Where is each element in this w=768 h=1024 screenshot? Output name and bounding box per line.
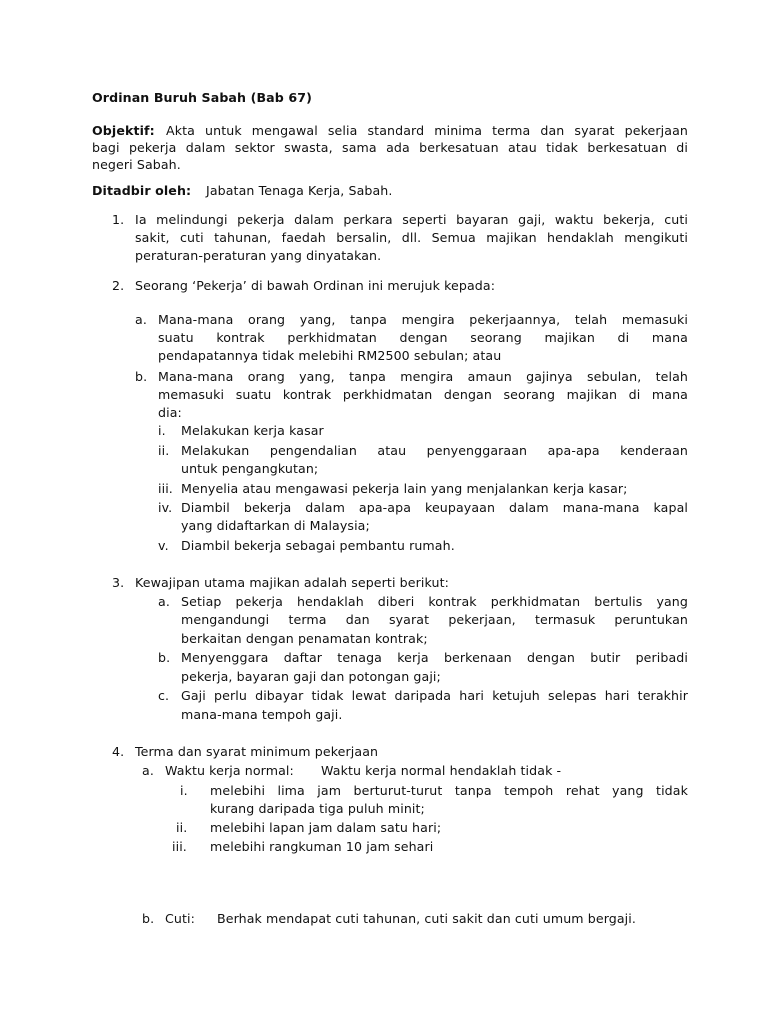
- item-1-line-1: Ia melindungi pekerja dalam perkara seperti bayaran gaji, waktu bekerja, cuti: [135, 212, 688, 227]
- item-2b-line-2: memasuki suatu kontrak perkhidmatan dengan seorang majikan di mana: [158, 387, 688, 402]
- item-4b-marker: b.: [142, 911, 155, 926]
- item-2b-ii-line-2: untuk pengangkutan;: [181, 461, 319, 476]
- item-4-number: 4.: [112, 744, 125, 759]
- item-4a-ii-line-1: melebihi lapan jam dalam satu hari;: [210, 820, 442, 835]
- item-4a-label: Waktu kerja normal:: [165, 763, 294, 778]
- item-3a-marker: a.: [158, 594, 170, 609]
- item-2b-line-3: dia:: [158, 405, 182, 420]
- item-4b-label: Cuti:: [165, 911, 195, 926]
- objektif-label: Objektif:: [92, 123, 155, 138]
- item-4a-iii-line-1: melebihi rangkuman 10 jam sehari: [210, 839, 434, 854]
- item-2b-i-marker: i.: [158, 423, 166, 438]
- item-2-number: 2.: [112, 278, 125, 293]
- item-3b-line-2: pekerja, bayaran gaji dan potongan gaji;: [181, 669, 441, 684]
- item-4a-i-line-2: kurang daripada tiga puluh minit;: [210, 801, 425, 816]
- item-2b-v-marker: v.: [158, 538, 169, 553]
- ditadbir-text: Jabatan Tenaga Kerja, Sabah.: [206, 183, 393, 198]
- item-2a-line-1: Mana-mana orang yang, tanpa mengira pekerjaannya, telah memasuki: [158, 312, 688, 327]
- item-4a-iii-marker: iii.: [172, 839, 187, 854]
- item-3b-line-1: Menyenggara daftar tenaga kerja berkenaan dengan butir peribadi: [181, 650, 688, 665]
- item-2b-marker: b.: [135, 369, 148, 384]
- item-2b-ii-marker: ii.: [158, 443, 170, 458]
- item-4a-text: Waktu kerja normal hendaklah tidak -: [321, 763, 562, 778]
- item-3a-line-2: mengandungi terma dan syarat pekerjaan, termasuk peruntukan: [181, 612, 688, 627]
- item-2-line-1: Seorang ‘Pekerja’ di bawah Ordinan ini merujuk kepada:: [135, 278, 496, 293]
- item-2b-iii-marker: iii.: [158, 481, 173, 496]
- item-3-line-1: Kewajipan utama majikan adalah seperti berikut:: [135, 575, 449, 590]
- item-2b-line-1: Mana-mana orang yang, tanpa mengira amaun gajinya sebulan, telah: [158, 369, 688, 384]
- ditadbir-label: Ditadbir oleh:: [92, 183, 192, 198]
- item-3c-line-2: mana-mana tempoh gaji.: [181, 707, 343, 722]
- item-3-number: 3.: [112, 575, 125, 590]
- item-3c-marker: c.: [158, 688, 170, 703]
- document-title: Ordinan Buruh Sabah (Bab 67): [92, 90, 312, 105]
- item-2a-line-3: pendapatannya tidak melebihi RM2500 sebulan; atau: [158, 348, 502, 363]
- item-4b-text: Berhak mendapat cuti tahunan, cuti sakit dan cuti umum bergaji.: [217, 911, 636, 926]
- item-4-line-1: Terma dan syarat minimum pekerjaan: [135, 744, 379, 759]
- item-2b-iv-marker: iv.: [158, 500, 173, 515]
- item-3b-marker: b.: [158, 650, 171, 665]
- item-2b-v-line-1: Diambil bekerja sebagai pembantu rumah.: [181, 538, 455, 553]
- item-2a-line-2: suatu kontrak perkhidmatan dengan seorang majikan di mana: [158, 330, 688, 345]
- item-1-line-3: peraturan-peraturan yang dinyatakan.: [135, 248, 382, 263]
- item-3c-line-1: Gaji perlu dibayar tidak lewat daripada hari ketujuh selepas hari terakhir: [181, 688, 688, 703]
- item-2b-i-line-1: Melakukan kerja kasar: [181, 423, 324, 438]
- objektif-line-3: negeri Sabah.: [92, 157, 181, 172]
- item-2b-iii-line-1: Menyelia atau mengawasi pekerja lain yang menjalankan kerja kasar;: [181, 481, 628, 496]
- item-2b-iv-line-2: yang didaftarkan di Malaysia;: [181, 518, 370, 533]
- item-4a-i-marker: i.: [180, 783, 188, 798]
- item-2a-marker: a.: [135, 312, 147, 327]
- item-1-line-2: sakit, cuti tahunan, faedah bersalin, dll. Semua majikan hendaklah mengikuti: [135, 230, 688, 245]
- item-2b-iv-line-1: Diambil bekerja dalam apa-apa keupayaan dalam mana-mana kapal: [181, 500, 688, 515]
- item-2b-ii-line-1: Melakukan pengendalian atau penyenggaraan apa-apa kenderaan: [181, 443, 688, 458]
- objektif-line-1: Akta untuk mengawal selia standard minima terma dan syarat pekerjaan: [166, 123, 688, 138]
- item-4a-ii-marker: ii.: [176, 820, 188, 835]
- item-3a-line-1: Setiap pekerja hendaklah diberi kontrak perkhidmatan bertulis yang: [181, 594, 688, 609]
- objektif-line-2: bagi pekerja dalam sektor swasta, sama ada berkesatuan atau tidak berkesatuan di: [92, 140, 688, 155]
- item-4a-i-line-1: melebihi lima jam berturut-turut tanpa tempoh rehat yang tidak: [210, 783, 688, 798]
- item-4a-marker: a.: [142, 763, 154, 778]
- item-3a-line-3: berkaitan dengan penamatan kontrak;: [181, 631, 428, 646]
- item-1-number: 1.: [112, 212, 125, 227]
